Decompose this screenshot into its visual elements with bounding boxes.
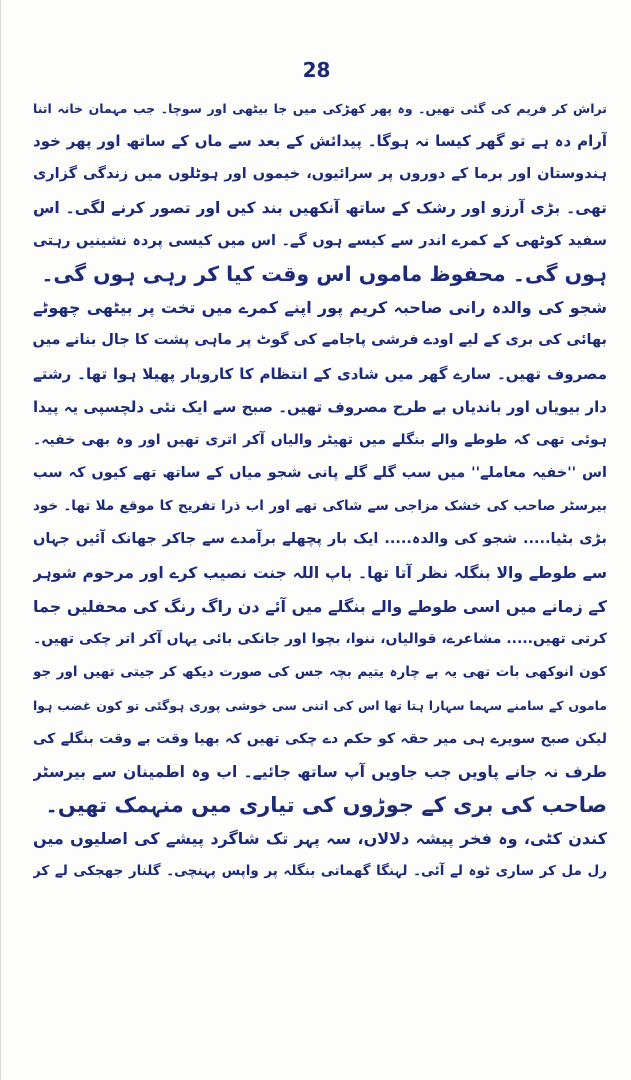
text-line: ہوں گی۔ محفوظ ماموں اس وقت کیا کر رہی ہوں گی۔ xyxy=(41,261,607,286)
text-line: صاحب کی بری کے جوڑوں کی تیاری میں منہمک تھیں۔ xyxy=(45,792,607,817)
text-line: سے طوطے والا بنگلہ نظر آتا تھا۔ باپ اللہ جنت نصیب کرے اور مرحوم شوہر xyxy=(33,563,607,582)
text-line: تھی۔ بڑی آرزو اور رشک کے ساتھ آنکھیں بند کیں اور تصور کرنے لگی۔ اس xyxy=(33,198,607,217)
text-line: بھائی کی بری کے لیے اودے فرشی پاجامے کی گوٹ پر ماہی پشت کا جال بنانے میں xyxy=(33,332,607,349)
text-line: سفید کوٹھی کے کمرے اندر سے کیسے ہوں گے۔ اس میں کیسی پردہ نشینیں رہتی xyxy=(33,232,607,249)
text-line: کندن کٹی، وہ فخر پیشہ دلالاں، سہ پہر تک شاگرد پیشے کی اصلیوں میں xyxy=(33,829,607,849)
text-line: ہندوستان اور برما کے دوروں پر سرائیوں، خیموں اور ہوٹلوں میں زندگی گزاری xyxy=(33,166,607,183)
text-line: رل مل کر ساری ٹوہ لے آئی۔ لہنگا گھماتی بنگلہ پر واپس پہنچی۔ گلنار جھجکی لے کر xyxy=(33,863,607,880)
text-line: کون انوکھی بات تھی یہ بے چارہ یتیم بچہ جس کی صورت دیکھ کر جیتی تھیں اور جو xyxy=(33,664,607,681)
text-line: کرتی تھیں..... مشاعرے، قوالیاں، ننوا، بچوا اور جانکی بائی یہاں آکر اتر چکی تھیں۔ xyxy=(33,631,607,647)
text-line: مصروف تھیں۔ سارے گھر میں شادی کے انتظام کا کاروبار پھیلا ہوا تھا۔ رشتے xyxy=(33,364,607,383)
text-line: اس ''خفیہ معاملے'' میں سب گلے گلے پانی شجو میاں کے ساتھ تھے کیوں کہ سب xyxy=(33,465,607,482)
text-line: تراش کر فریم کی گئی تھیں۔ وہ پھر کھڑکی میں جا بیٹھی اور سوچا۔ جب مہمان خانہ اتنا xyxy=(33,101,607,116)
text-line: طرف نہ جانے پاویں جب جاویں آپ ساتھ جائیے۔ اب وہ اطمینان سے بیرسٹر xyxy=(33,762,607,781)
text-line: بڑی بٹیا..... شجو کی والدہ..... ایک بار پچھلے برآمدے سے جاکر جھانک آئیں جہاں xyxy=(33,531,607,548)
text-line: ہوئی تھی کہ طوطے والے بنگلے میں تھیٹر والیاں آکر اتری تھیں اور وہ بھی خفیہ۔ xyxy=(33,431,607,448)
text-line: ماموں کے سامنے سہما سہارا ہتا تھا اس کی اتنی سی خوشی پوری ہوگئی تو کون غضب ہوا xyxy=(33,698,607,714)
text-line: لیکن صبح سویرے ہی میر حقہ کو حکم دے چکی تھیں کہ بھیا وقت بے وقت بنگلے کی xyxy=(33,730,607,747)
text-line: آرام دہ ہے تو گھر کیسا نہ ہوگا۔ پیدائش کے بعد سے ماں کے ساتھ اور پھر خود xyxy=(33,132,607,151)
page-number: 28 xyxy=(302,58,331,82)
text-line: بیرسٹر صاحب کی خشک مزاجی سے شاکی تھے اور اب ذرا تفریح کا موقع ملا تھا۔ خود xyxy=(33,498,607,515)
text-line: کے زمانے میں اسی طوطے والے بنگلے میں آئے دن راگ رنگ کی محفلیں جما xyxy=(33,596,607,616)
text-line: شجو کی والدہ رانی صاحبہ کریم پور اپنے کمرے میں تخت پر بیٹھی چھوٹے xyxy=(33,298,607,318)
text-line: دار بیویاں اور باندیاں بے طرح مصروف تھیں۔ صبح سے ایک نئی دلچسپی یہ پیدا xyxy=(33,397,607,416)
body-text xyxy=(33,92,607,889)
